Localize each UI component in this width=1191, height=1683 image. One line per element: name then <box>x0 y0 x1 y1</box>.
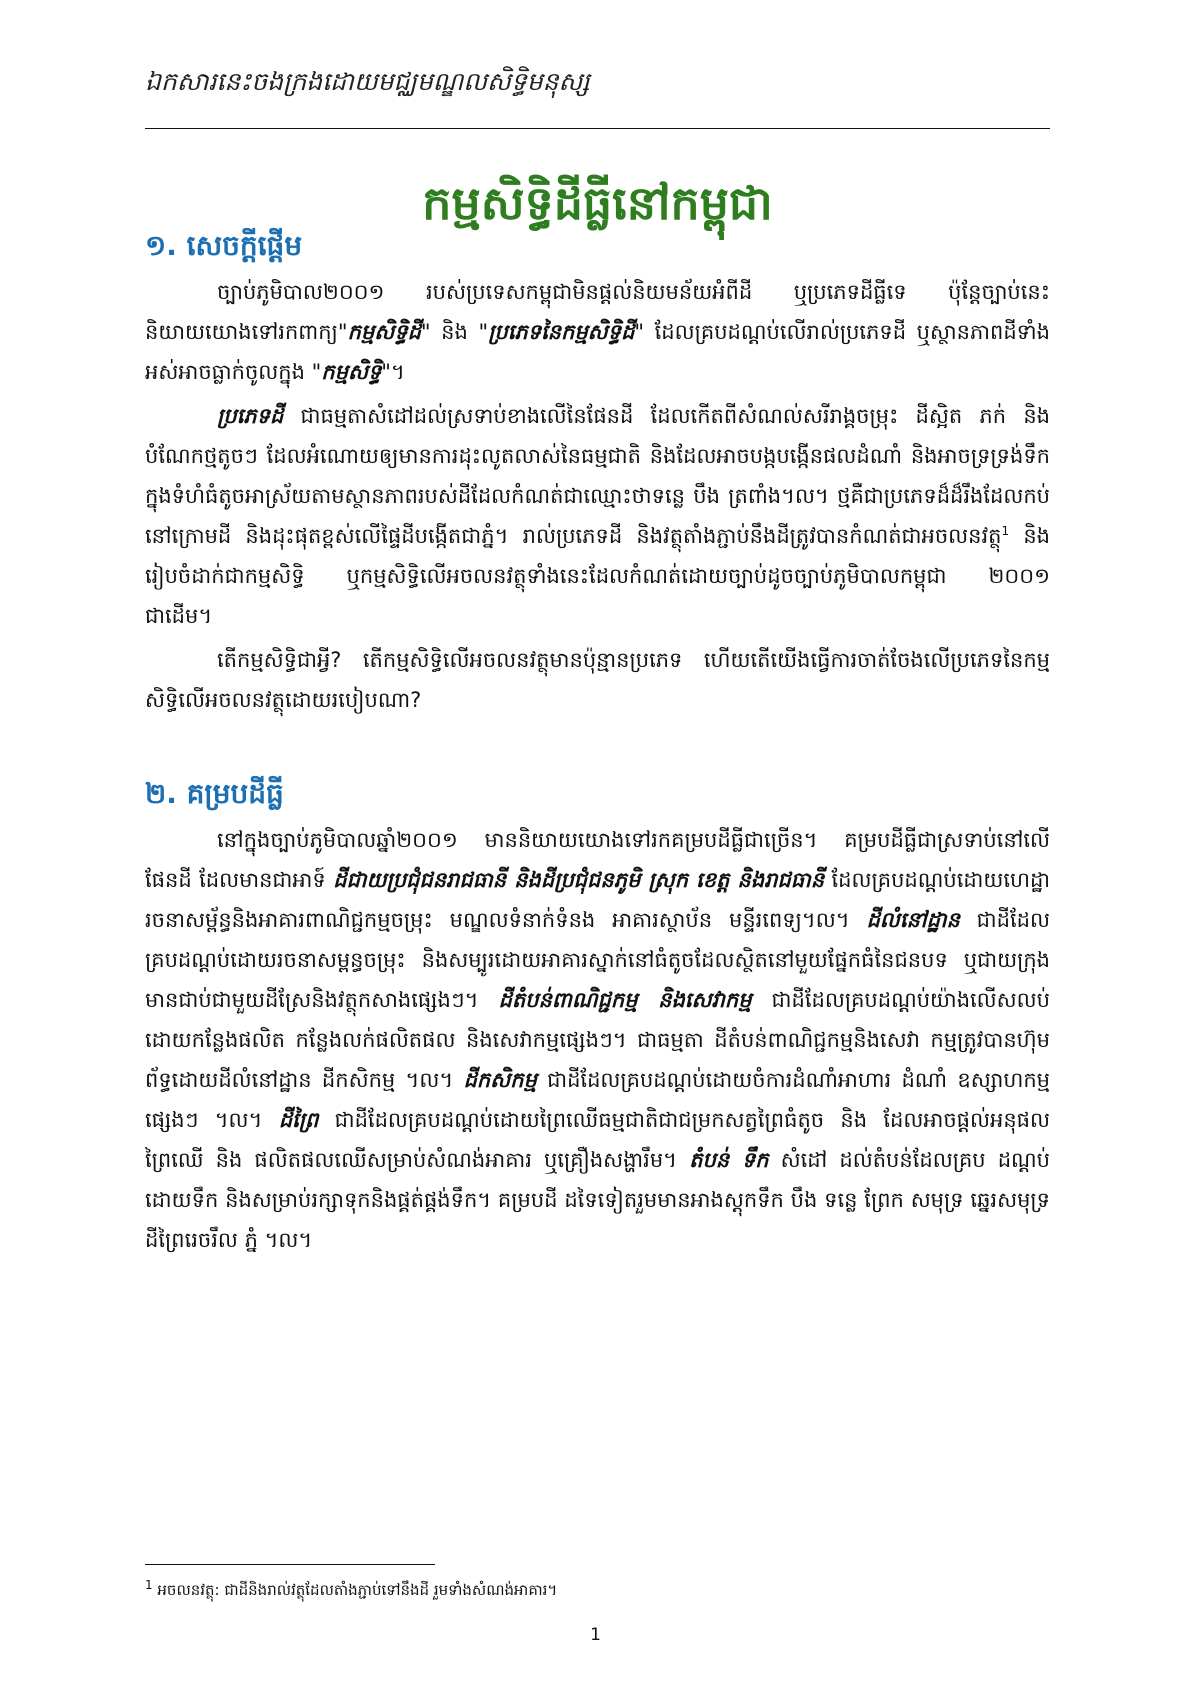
section-2-heading: ២. គម្របដីធ្លី <box>145 777 284 810</box>
header-rule <box>145 128 1050 129</box>
footnote-reference[interactable]: 1 <box>1001 524 1010 538</box>
text-run: "។ <box>381 360 405 384</box>
text-run: ជាធម្មតាសំដៅដល់ស្រទាប់ខាងលើនៃផែនដី ដែលកើតពីសំណល់សរីរាង្គចម្រុះ ដីស្អិត ភក់ និងបំណែកថ្មតូចៗ ដែលអំណោយឲ្យមានការដុះលូតលាស់នៃធម្មជាតិ និងដែលអាចបង្កបង្កើនផលដំណាំ និងអាចទ្រទ្រង់ទឹកក្នុងទំហំធំតូចអាស្រ័យតាមស្ថានភាពរបស់ដីដែលកំណត់ជាឈ្មោះថាទន្លេ បឹង ត្រពាំង។ល។ ថ្មគឺជាប្រភេទដ៏ដ៏រឹងដែលកប់នៅក្រោមដី និងដុះផុតខ្ពស់លើផ្ទៃដីបង្កើតជាភ្នំ។ រាល់ប្រភេទដី និងវត្ថុតាំងភ្ជាប់នឹងដីត្រូវបានកំណត់ជាអចលនវត្ថុ <box>145 404 1050 548</box>
page-number: 1 <box>590 1625 601 1645</box>
term-commercial-land: ដីតំបន់ពាណិជ្ជកម្ម និងសេវាកម្ម <box>498 988 752 1012</box>
section-1-heading: ១. សេចក្តីផ្តើម <box>145 229 303 262</box>
page-header: ឯកសារនេះចងក្រងដោយមជ្ឈមណ្ឌលសិទ្ធិមនុស្ស <box>145 67 590 96</box>
term-property-land: កម្មសិទ្ធិដី <box>347 320 421 344</box>
text-run: សំដៅ ដល់តំបន់ដែលគ្រប ដណ្តប់ដោយទឹក និងសម្រាប់រក្សាទុកនិងផ្គត់ផ្គង់ទឹក។ គម្របដី ដទៃទៀតរួមមានអាងស្តុកទឹក បឹង ទន្លេ ព្រែក សមុទ្រ ឆ្នេរសមុទ្រ ដីព្រៃរេចរឹល ភ្នំ ។ល។ <box>145 1148 1051 1252</box>
footnote-text: អចលនវត្ថុ: ជាដីនិងរាល់វត្ថុដែលតាំងភ្ជាប់ទៅនឹងដី រួមទាំងសំណង់អាគារ។ <box>152 1581 558 1599</box>
term-property: កម្មសិទ្ធិ <box>321 360 382 384</box>
section-1-paragraph-1 <box>145 272 1050 392</box>
section-1-paragraph-3: តើកម្មសិទ្ធិជាអ្វី? តើកម្មសិទ្ធិលើអចលនវត្ថុមានប៉ុន្មានប្រភេទ ហើយតើយើងធ្វើការចាត់ចែងលើប្រភេទនៃកម្មសិទ្ធិលើអចលនវត្ថុដោយរបៀបណា? <box>145 648 1050 712</box>
text-run: ជាដីដែលគ្របដណ្តប់ដោយព្រៃឈើធម្មជាតិជាជម្រកសត្វព្រៃធំតូច និង ដែលអាចផ្តល់អនុផលព្រៃឈើ និង ផលិតផលឈើសម្រាប់សំណង់អាគារ ឬគ្រឿងសង្ហារឹម។ <box>145 1108 1050 1172</box>
text-run: ច្បាប់ភូមិបាល២០០១ របស់ប្រទេសកម្ពុជាមិនផ្តល់និយមន័យអំពីដី ឬប្រភេទដីធ្លីទេ ប៉ុន្តែច្បាប់នេះនិយាយយោងទៅរកពាក្យ" <box>145 280 1050 344</box>
text-run: ជាដីដែលគ្របដណ្តប់ដោយរចនាសម្ពន្ធចម្រុះ និងសម្បូរដោយអាគារស្នាក់នៅធំតូចដែលស្ថិតនៅមួយផ្នែកធំនៃជនបទ ឬជាយក្រុង មានជាប់ជាមួយដីស្រែនិងវត្ថុកសាងផ្សេងៗ។ <box>145 908 1050 1012</box>
term-land-type: ប្រភេទដី <box>217 404 284 428</box>
footnote-number: 1 <box>145 1578 153 1592</box>
term-urban-land: ដីជាយប្រជុំជនរាជធានី និងដីប្រជុំជនភូមិ ស្រុក ខេត្ត និងរាជធានី <box>333 868 825 892</box>
text-run: និងរៀបចំដាក់ជាកម្មសិទ្ធិ ឬកម្មសិទ្ធិលើអចលនវត្ថុទាំងនេះដែលកំណត់ដោយច្បាប់ដូចច្បាប់ភូមិបាលកម្ពុជា ២០០១ ជាដើម។ <box>145 524 1050 628</box>
term-forest-land: ដីព្រៃ <box>278 1108 319 1132</box>
section-2-body <box>145 820 1050 1264</box>
text-run: ជាដីដែលគ្របដណ្តប់ដោយចំការដំណាំអាហារ ដំណាំ ឧស្សាហកម្ម ផ្សេងៗ ។ល។ <box>145 1068 1050 1132</box>
text-run: ជាដីដែលគ្របដណ្តប់យ៉ាងលើសលប់ដោយកន្លែងផលិត កន្លែងលក់ផលិតផល និងសេវាកម្មផ្សេងៗ។ ជាធម្មតា ដីតំបន់ពាណិជ្ជកម្មនិងសេវា កម្មត្រូវបានហ៊ុមព័ទ្ធដោយដីលំនៅដ្ឋាន ដីកសិកម្ម ។ល។ <box>145 988 1050 1092</box>
text-run: " ដែលគ្របដណ្តប់លើរាល់ប្រភេទដី ឬស្ថានភាពដីទាំងអស់អាចធ្លាក់ចូលក្នុង " <box>145 320 1050 384</box>
term-water-area: តំបន់ ទឹក <box>689 1148 769 1172</box>
term-agricultural-land: ដីកសិកម្ម <box>463 1068 537 1092</box>
text-run: " និង " <box>420 320 489 344</box>
text-run: នៅក្នុងច្បាប់ភូមិបាលឆ្នាំ២០០១ មាននិយាយយោងទៅរកគម្របដីធ្លីជាច្រើន។ គម្របដីធ្លីជាស្រទាប់នៅលើផែនដី ដែលមានជាអាទ៍ <box>145 828 1050 892</box>
term-types-of-land-property: ប្រភេទនៃកម្មសិទ្ធិដី <box>488 320 635 344</box>
footnote <box>145 1578 1050 1602</box>
section-1-body <box>145 272 1050 724</box>
term-residential-land: ដីលំនៅដ្ឋាន <box>866 908 960 932</box>
document-title: កម្មសិទ្ធិដីធ្លីនៅកម្ពុជា <box>422 176 773 230</box>
section-2-paragraph-1 <box>145 820 1050 1260</box>
section-1-paragraph-2 <box>145 396 1050 636</box>
text-run: ដែលគ្របដណ្តប់ដោយហេដ្ឋារចនាសម្ព័ន្ធនិងអាគារពាណិជ្ជកម្មចម្រុះ មណ្ឌលទំនាក់ទំនង អាគារស្ថាប័ន មន្ទីរពេទ្យ។ល។ <box>145 868 1050 932</box>
footnote-separator <box>145 1564 435 1565</box>
